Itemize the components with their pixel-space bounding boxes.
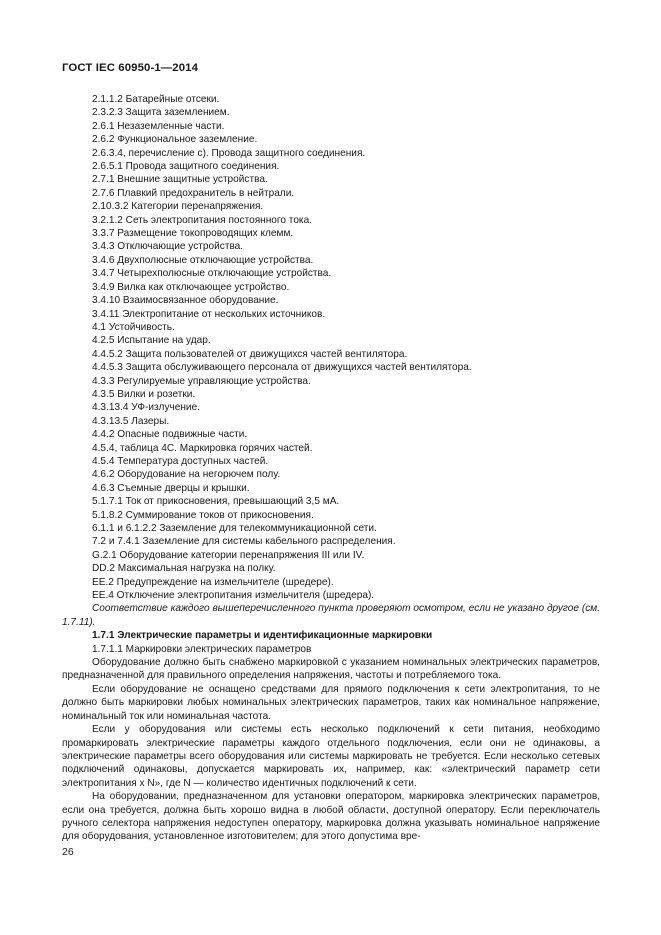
list-item: 4.6.3 Съемные дверцы и крышки.: [92, 482, 250, 494]
list-item: 2.6.5.1 Провода защитного соединения.: [92, 161, 280, 173]
list-item: 4.1 Устойчивость.: [92, 321, 175, 333]
body-paragraph: На оборудовании, предназначенном для установки оператором, маркировка электрических параметров, если она требуется, должна быть хорошо видна в любой области, доступной оператору. Если переключатель ручного селектора напряжения недоступен оператору, маркировка должна указывать номинальное напряжение для оборудования, установленное изготовителем; для этого допустима вре-: [62, 791, 600, 843]
section-heading: 1.7.1 Электрические параметры и идентификационные маркировки: [92, 630, 433, 642]
list-item: 4.5.4, таблица 4С. Маркировка горячих частей.: [92, 442, 313, 454]
list-item: 4.3.3 Регулируемые управляющие устройства.: [92, 375, 311, 387]
list-item: 2.6.3.4, перечисление с). Провода защитного соединения.: [92, 147, 366, 159]
page-number: 26: [62, 846, 74, 858]
list-item: 3.4.6 Двухполюсные отключающие устройства.: [92, 254, 314, 266]
list-item: 4.5.4 Температура доступных частей.: [92, 455, 269, 467]
list-item: 5.1.7.1 Ток от прикосновения, превышающий 3,5 мА.: [92, 496, 340, 508]
list-item: 5.1.8.2 Суммирование токов от прикосновения.: [92, 509, 314, 521]
list-item: G.2.1 Оборудование категории перенапряжения III или IV.: [92, 549, 365, 561]
list-item: 2.6.2 Функциональное заземление.: [92, 134, 258, 146]
list-item: 2.3.2.3 Защита заземлением.: [92, 107, 230, 119]
list-item: 3.3.7 Размещение токопроводящих клемм.: [92, 228, 294, 240]
list-item: 4.4.5.2 Защита пользователей от движущихся частей вентилятора.: [92, 348, 408, 360]
subsection-heading: 1.7.1.1 Маркировки электрических параметров: [92, 643, 312, 655]
list-item: EE.4 Отключение электропитания измельчителя (шредера).: [92, 590, 375, 602]
list-item: 2.6.1 Незаземленные части.: [92, 120, 225, 132]
list-item: EE.2 Предупреждение на измельчителе (шредере).: [92, 576, 334, 588]
list-item: 4.3.13.5 Лазеры.: [92, 415, 170, 427]
list-item: DD.2 Максимальная нагрузка на полку.: [92, 563, 276, 575]
list-item: 2.7.6 Плавкий предохранитель в нейтрали.: [92, 187, 295, 199]
body-paragraph: Оборудование должно быть снабжено маркировкой с указанием номинальных электрических параметров, предназначенной для правильного определения напряжения, частоты и потребляемого тока.: [62, 657, 600, 682]
list-item: 3.4.11 Электропитание от нескольких источников.: [92, 308, 326, 320]
document-header: ГОСТ IEC 60950-1—2014: [62, 62, 199, 74]
page-content: [62, 93, 600, 844]
list-item: 4.4.5.3 Защита обслуживающего персонала от движущихся частей вентилятора.: [92, 362, 472, 374]
list-item: 4.2.5 Испытание на удар.: [92, 335, 211, 347]
compliance-note: Соответствие каждого вышеперечисленного пункта проверяют осмотром, если не указано другое (см. 1.7.11).: [62, 603, 600, 628]
list-item: 4.6.2 Оборудование на негорючем полу.: [92, 469, 281, 481]
list-item: 4.3.5 Вилки и розетки.: [92, 388, 196, 400]
list-item: 4.4.2 Опасные подвижные части.: [92, 429, 248, 441]
clause-list: [62, 93, 600, 602]
list-item: 2.1.1.2 Батарейные отсеки.: [92, 94, 220, 105]
body-paragraph: Если у оборудования или системы есть несколько подключений к сети питания, необходимо промаркировать электрические параметры каждого отдельного подключения, если они не одинаковы, а электрические параметры всего оборудования или системы маркировать не требуется. Если несколько сетевых подключений одинаковы, допускается маркировать их, например, как: «электрический параметр сети электропитания x N», где N — количество идентичных подключений к сети.: [62, 724, 600, 789]
list-item: 2.7.1 Внешние защитные устройства.: [92, 174, 268, 186]
list-item: 3.4.7 Четырехполюсные отключающие устройства.: [92, 268, 332, 280]
list-item: 3.4.10 Взаимосвязанное оборудование.: [92, 295, 279, 307]
body-paragraph: Если оборудование не оснащено средствами для прямого подключения к сети электропитания, то не должно быть маркировки любых номинальных электрических параметров, таких как номинальное напряжение, номинальный ток или номинальная частота.: [62, 683, 600, 722]
list-item: 4.3.13.4 УФ-излучение.: [92, 402, 200, 414]
list-item: 3.4.9 Вилка как отключающее устройство.: [92, 281, 290, 293]
list-item: 3.2.1.2 Сеть электропитания постоянного тока.: [92, 214, 312, 226]
list-item: 2.10.3.2 Категории перенапряжения.: [92, 201, 264, 213]
list-item: 7.2 и 7.4.1 Заземление для системы кабельного распределения.: [92, 536, 396, 548]
list-item: 3.4.3 Отключающие устройства.: [92, 241, 244, 253]
list-item: 6.1.1 и 6.1.2.2 Заземление для телекоммуникационной сети.: [92, 523, 377, 534]
